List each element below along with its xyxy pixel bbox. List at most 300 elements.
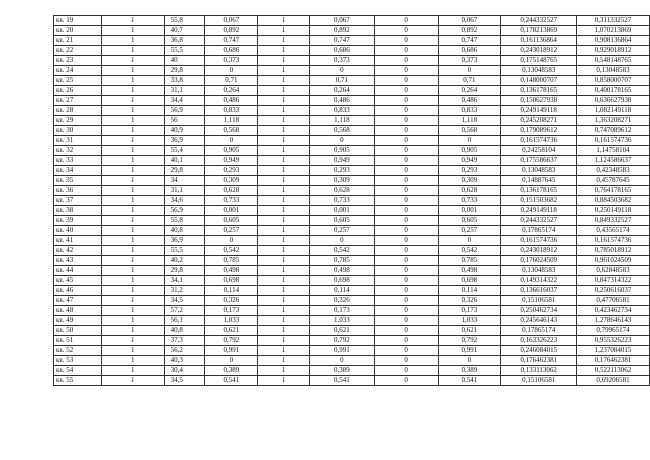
value-cell-2: 0,833 bbox=[310, 106, 375, 116]
coefficient-cell: 0,178213869 bbox=[501, 26, 577, 36]
count-cell: 1 bbox=[101, 326, 164, 336]
total-cell: 1,14758104 bbox=[577, 146, 650, 156]
apartment-cell: кв. 45 bbox=[54, 276, 102, 286]
value-cell-2: 0,257 bbox=[310, 226, 375, 236]
area-cell: 40,7 bbox=[164, 26, 205, 36]
apartment-cell: кв. 29 bbox=[54, 116, 102, 126]
count-cell: 1 bbox=[101, 156, 164, 166]
value-cell-2: 0 bbox=[310, 356, 375, 366]
zero-cell: 0 bbox=[374, 286, 438, 296]
table-row bbox=[54, 136, 650, 146]
zero-cell: 0 bbox=[374, 326, 438, 336]
table-row bbox=[54, 56, 650, 66]
count-cell: 1 bbox=[101, 176, 164, 186]
area-cell: 40,2 bbox=[164, 256, 205, 266]
coefficient-cell: 0,13048583 bbox=[501, 66, 577, 76]
count-cell: 1 bbox=[101, 66, 164, 76]
value-cell: 0,293 bbox=[205, 166, 258, 176]
table-row bbox=[54, 176, 650, 186]
count-cell-2: 1 bbox=[258, 106, 310, 116]
value-cell-2: 1,033 bbox=[310, 316, 375, 326]
value-cell-2: 0 bbox=[310, 236, 375, 246]
count-cell-2: 1 bbox=[258, 116, 310, 126]
apartment-cell: кв. 40 bbox=[54, 226, 102, 236]
coefficient-cell: 0,243018912 bbox=[501, 46, 577, 56]
value-cell-2: 0,628 bbox=[310, 186, 375, 196]
table-row bbox=[54, 256, 650, 266]
zero-cell: 0 bbox=[374, 46, 438, 56]
table-row bbox=[54, 296, 650, 306]
area-cell: 31,2 bbox=[164, 286, 205, 296]
area-cell: 56,1 bbox=[164, 316, 205, 326]
area-cell: 56 bbox=[164, 116, 205, 126]
zero-cell: 0 bbox=[374, 106, 438, 116]
count-cell-2: 1 bbox=[258, 366, 310, 376]
count-cell-2: 1 bbox=[258, 316, 310, 326]
value-cell: 0,389 bbox=[205, 366, 258, 376]
count-cell: 1 bbox=[101, 86, 164, 96]
value-cell-3: 0,067 bbox=[438, 16, 501, 26]
value-cell-3: 0,293 bbox=[438, 166, 501, 176]
area-cell: 56,2 bbox=[164, 346, 205, 356]
count-cell-2: 1 bbox=[258, 216, 310, 226]
count-cell: 1 bbox=[101, 126, 164, 136]
value-cell-3: 0,568 bbox=[438, 126, 501, 136]
value-cell-3: 0,541 bbox=[438, 376, 501, 386]
zero-cell: 0 bbox=[374, 246, 438, 256]
value-cell-2: 0,373 bbox=[310, 56, 375, 66]
value-cell-2: 0,309 bbox=[310, 176, 375, 186]
apartment-cell: кв. 41 bbox=[54, 236, 102, 246]
coefficient-cell: 0,249149118 bbox=[501, 106, 577, 116]
total-cell: 0,176462381 bbox=[577, 356, 650, 366]
zero-cell: 0 bbox=[374, 356, 438, 366]
area-cell: 55,8 bbox=[164, 16, 205, 26]
coefficient-cell: 0,13048583 bbox=[501, 166, 577, 176]
count-cell-2: 1 bbox=[258, 76, 310, 86]
total-cell: 0,13048583 bbox=[577, 66, 650, 76]
count-cell-2: 1 bbox=[258, 296, 310, 306]
apartment-cell: кв. 23 bbox=[54, 56, 102, 66]
area-cell: 36,9 bbox=[164, 236, 205, 246]
table-row bbox=[54, 346, 650, 356]
total-cell: 0,250149118 bbox=[577, 206, 650, 216]
coefficient-cell: 0,161574736 bbox=[501, 136, 577, 146]
value-cell-3: 0,628 bbox=[438, 186, 501, 196]
count-cell: 1 bbox=[101, 286, 164, 296]
total-cell: 0,400178165 bbox=[577, 86, 650, 96]
count-cell-2: 1 bbox=[258, 236, 310, 246]
count-cell: 1 bbox=[101, 256, 164, 266]
table-row bbox=[54, 216, 650, 226]
value-cell-2: 0 bbox=[310, 66, 375, 76]
zero-cell: 0 bbox=[374, 176, 438, 186]
zero-cell: 0 bbox=[374, 166, 438, 176]
count-cell: 1 bbox=[101, 236, 164, 246]
zero-cell: 0 bbox=[374, 306, 438, 316]
table-row bbox=[54, 376, 650, 386]
total-cell: 1,278646143 bbox=[577, 316, 650, 326]
coefficient-cell: 0,176024509 bbox=[501, 256, 577, 266]
value-cell-3: 0,733 bbox=[438, 196, 501, 206]
value-cell: 0,257 bbox=[205, 226, 258, 236]
value-cell: 0,326 bbox=[205, 296, 258, 306]
value-cell: 0,309 bbox=[205, 176, 258, 186]
table-row bbox=[54, 46, 650, 56]
apartment-cell: кв. 20 bbox=[54, 26, 102, 36]
total-cell: 0,955326223 bbox=[577, 336, 650, 346]
value-cell-2: 0,686 bbox=[310, 46, 375, 56]
zero-cell: 0 bbox=[374, 116, 438, 126]
apartment-cell: кв. 53 bbox=[54, 356, 102, 366]
zero-cell: 0 bbox=[374, 146, 438, 156]
count-cell: 1 bbox=[101, 166, 164, 176]
value-cell-2: 0,173 bbox=[310, 306, 375, 316]
table-row bbox=[54, 166, 650, 176]
value-cell-2: 0,949 bbox=[310, 156, 375, 166]
apartment-cell: кв. 44 bbox=[54, 266, 102, 276]
count-cell: 1 bbox=[101, 56, 164, 66]
value-cell: 0,905 bbox=[205, 146, 258, 156]
apartment-cell: кв. 49 bbox=[54, 316, 102, 326]
area-cell: 55,5 bbox=[164, 46, 205, 56]
zero-cell: 0 bbox=[374, 266, 438, 276]
area-cell: 34,5 bbox=[164, 296, 205, 306]
apartment-cell: кв. 37 bbox=[54, 196, 102, 206]
total-cell: 0,847314322 bbox=[577, 276, 650, 286]
value-cell-2: 0,747 bbox=[310, 36, 375, 46]
value-cell-3: 0,949 bbox=[438, 156, 501, 166]
value-cell-2: 0,792 bbox=[310, 336, 375, 346]
value-cell-3: 0,785 bbox=[438, 256, 501, 266]
total-cell: 0,961024509 bbox=[577, 256, 650, 266]
table-row bbox=[54, 306, 650, 316]
value-cell-3: 0,686 bbox=[438, 46, 501, 56]
zero-cell: 0 bbox=[374, 196, 438, 206]
coefficient-cell: 0,15106581 bbox=[501, 296, 577, 306]
area-cell: 29,8 bbox=[164, 66, 205, 76]
value-cell-3: 0,698 bbox=[438, 276, 501, 286]
table-row bbox=[54, 326, 650, 336]
total-cell: 0,161574736 bbox=[577, 136, 650, 146]
coefficient-cell: 0,15106581 bbox=[501, 376, 577, 386]
value-cell-3: 0,114 bbox=[438, 286, 501, 296]
total-cell: 1,070213869 bbox=[577, 26, 650, 36]
count-cell-2: 1 bbox=[258, 336, 310, 346]
area-cell: 30,4 bbox=[164, 366, 205, 376]
area-cell: 29,8 bbox=[164, 166, 205, 176]
area-cell: 34,1 bbox=[164, 276, 205, 286]
count-cell: 1 bbox=[101, 306, 164, 316]
count-cell-2: 1 bbox=[258, 266, 310, 276]
count-cell-2: 1 bbox=[258, 86, 310, 96]
zero-cell: 0 bbox=[374, 36, 438, 46]
area-cell: 33,8 bbox=[164, 76, 205, 86]
value-cell: 0 bbox=[205, 356, 258, 366]
total-cell: 0,79965174 bbox=[577, 326, 650, 336]
value-cell-3: 0,792 bbox=[438, 336, 501, 346]
value-cell-3: 0,892 bbox=[438, 26, 501, 36]
count-cell-2: 1 bbox=[258, 306, 310, 316]
count-cell: 1 bbox=[101, 316, 164, 326]
value-cell-3: 0,326 bbox=[438, 296, 501, 306]
table-row bbox=[54, 246, 650, 256]
table-row bbox=[54, 356, 650, 366]
coefficient-cell: 0,24258104 bbox=[501, 146, 577, 156]
count-cell: 1 bbox=[101, 336, 164, 346]
area-cell: 55,5 bbox=[164, 246, 205, 256]
value-cell-3: 1,118 bbox=[438, 116, 501, 126]
coefficient-cell: 0,245208271 bbox=[501, 116, 577, 126]
count-cell: 1 bbox=[101, 16, 164, 26]
zero-cell: 0 bbox=[374, 366, 438, 376]
coefficient-cell: 0,14887645 bbox=[501, 176, 577, 186]
table-row bbox=[54, 116, 650, 126]
area-cell: 36,8 bbox=[164, 36, 205, 46]
apartment-cell: кв. 36 bbox=[54, 186, 102, 196]
apartment-cell: кв. 46 bbox=[54, 286, 102, 296]
value-cell: 0,605 bbox=[205, 216, 258, 226]
table-body bbox=[54, 16, 650, 386]
table-row bbox=[54, 226, 650, 236]
count-cell: 1 bbox=[101, 276, 164, 286]
value-cell: 0,264 bbox=[205, 86, 258, 96]
coefficient-cell: 0,150627938 bbox=[501, 96, 577, 106]
value-cell-2: 0,326 bbox=[310, 296, 375, 306]
count-cell-2: 1 bbox=[258, 66, 310, 76]
area-cell: 29,8 bbox=[164, 266, 205, 276]
count-cell: 1 bbox=[101, 346, 164, 356]
area-cell: 57,2 bbox=[164, 306, 205, 316]
count-cell-2: 1 bbox=[258, 56, 310, 66]
total-cell: 0,43565174 bbox=[577, 226, 650, 236]
count-cell-2: 1 bbox=[258, 226, 310, 236]
total-cell: 0,423462734 bbox=[577, 306, 650, 316]
zero-cell: 0 bbox=[374, 86, 438, 96]
area-cell: 40,8 bbox=[164, 226, 205, 236]
value-cell: 0,785 bbox=[205, 256, 258, 266]
coefficient-cell: 0,244332527 bbox=[501, 16, 577, 26]
count-cell: 1 bbox=[101, 106, 164, 116]
coefficient-cell: 0,179089612 bbox=[501, 126, 577, 136]
total-cell: 0,250616037 bbox=[577, 286, 650, 296]
total-cell: 0,62848583 bbox=[577, 266, 650, 276]
apartment-cell: кв. 47 bbox=[54, 296, 102, 306]
table-row bbox=[54, 206, 650, 216]
total-cell: 1,237084015 bbox=[577, 346, 650, 356]
value-cell-3: 0,486 bbox=[438, 96, 501, 106]
count-cell-2: 1 bbox=[258, 326, 310, 336]
count-cell-2: 1 bbox=[258, 146, 310, 156]
total-cell: 0,42348583 bbox=[577, 166, 650, 176]
table-row bbox=[54, 156, 650, 166]
table-row bbox=[54, 36, 650, 46]
apartment-cell: кв. 32 bbox=[54, 146, 102, 156]
value-cell-2: 1,118 bbox=[310, 116, 375, 126]
value-cell-2: 0,542 bbox=[310, 246, 375, 256]
count-cell-2: 1 bbox=[258, 16, 310, 26]
apartment-cell: кв. 39 bbox=[54, 216, 102, 226]
area-cell: 40,9 bbox=[164, 126, 205, 136]
count-cell-2: 1 bbox=[258, 166, 310, 176]
area-cell: 34,6 bbox=[164, 196, 205, 206]
coefficient-cell: 0,17865174 bbox=[501, 226, 577, 236]
count-cell: 1 bbox=[101, 146, 164, 156]
value-cell-3: 0,747 bbox=[438, 36, 501, 46]
coefficient-cell: 0,133113062 bbox=[501, 366, 577, 376]
count-cell-2: 1 bbox=[258, 376, 310, 386]
value-cell-2: 0,001 bbox=[310, 206, 375, 216]
value-cell-2: 0,389 bbox=[310, 366, 375, 376]
apartment-cell: кв. 48 bbox=[54, 306, 102, 316]
coefficient-cell: 0,163326223 bbox=[501, 336, 577, 346]
total-cell: 0,849332527 bbox=[577, 216, 650, 226]
apartment-cell: кв. 21 bbox=[54, 36, 102, 46]
count-cell: 1 bbox=[101, 36, 164, 46]
value-cell-2: 0,785 bbox=[310, 256, 375, 266]
zero-cell: 0 bbox=[374, 256, 438, 266]
total-cell: 0,45787645 bbox=[577, 176, 650, 186]
value-cell: 0,173 bbox=[205, 306, 258, 316]
count-cell-2: 1 bbox=[258, 286, 310, 296]
total-cell: 0,522113062 bbox=[577, 366, 650, 376]
apartment-cell: кв. 55 bbox=[54, 376, 102, 386]
count-cell: 1 bbox=[101, 26, 164, 36]
area-cell: 55,8 bbox=[164, 216, 205, 226]
value-cell-2: 0,293 bbox=[310, 166, 375, 176]
area-cell: 31,1 bbox=[164, 86, 205, 96]
value-cell: 0,542 bbox=[205, 246, 258, 256]
area-cell: 36,9 bbox=[164, 136, 205, 146]
zero-cell: 0 bbox=[374, 66, 438, 76]
value-cell-2: 0,621 bbox=[310, 326, 375, 336]
coefficient-cell: 0,244332527 bbox=[501, 216, 577, 226]
coefficient-cell: 0,149314322 bbox=[501, 276, 577, 286]
count-cell-2: 1 bbox=[258, 276, 310, 286]
apartment-cell: кв. 30 bbox=[54, 126, 102, 136]
total-cell: 0,311332527 bbox=[577, 16, 650, 26]
value-cell: 0,892 bbox=[205, 26, 258, 36]
coefficient-cell: 0,161574736 bbox=[501, 236, 577, 246]
value-cell: 0,486 bbox=[205, 96, 258, 106]
apartment-cell: кв. 50 bbox=[54, 326, 102, 336]
coefficient-cell: 0,250462734 bbox=[501, 306, 577, 316]
table-row bbox=[54, 276, 650, 286]
table-row bbox=[54, 336, 650, 346]
area-cell: 40,1 bbox=[164, 156, 205, 166]
value-cell: 0,541 bbox=[205, 376, 258, 386]
value-cell: 0,686 bbox=[205, 46, 258, 56]
table-row bbox=[54, 126, 650, 136]
apartment-cell: кв. 38 bbox=[54, 206, 102, 216]
apartment-data-table bbox=[53, 15, 650, 386]
coefficient-cell: 0,249149118 bbox=[501, 206, 577, 216]
coefficient-cell: 0,246084015 bbox=[501, 346, 577, 356]
value-cell-3: 0,542 bbox=[438, 246, 501, 256]
count-cell-2: 1 bbox=[258, 176, 310, 186]
value-cell-2: 0,71 bbox=[310, 76, 375, 86]
area-cell: 34,5 bbox=[164, 376, 205, 386]
coefficient-cell: 0,176462381 bbox=[501, 356, 577, 366]
area-cell: 40,8 bbox=[164, 326, 205, 336]
count-cell-2: 1 bbox=[258, 356, 310, 366]
count-cell-2: 1 bbox=[258, 96, 310, 106]
value-cell-3: 0,309 bbox=[438, 176, 501, 186]
value-cell-3: 0 bbox=[438, 236, 501, 246]
value-cell-2: 0,264 bbox=[310, 86, 375, 96]
total-cell: 0,785018912 bbox=[577, 246, 650, 256]
zero-cell: 0 bbox=[374, 26, 438, 36]
table-row bbox=[54, 86, 650, 96]
value-cell: 0,498 bbox=[205, 266, 258, 276]
coefficient-cell: 0,148000707 bbox=[501, 76, 577, 86]
area-cell: 34 bbox=[164, 176, 205, 186]
count-cell: 1 bbox=[101, 46, 164, 56]
apartment-cell: кв. 22 bbox=[54, 46, 102, 56]
value-cell: 0,114 bbox=[205, 286, 258, 296]
value-cell-3: 1,033 bbox=[438, 316, 501, 326]
count-cell-2: 1 bbox=[258, 26, 310, 36]
value-cell: 0,71 bbox=[205, 76, 258, 86]
value-cell: 0,568 bbox=[205, 126, 258, 136]
count-cell-2: 1 bbox=[258, 206, 310, 216]
count-cell: 1 bbox=[101, 116, 164, 126]
total-cell: 1,363208271 bbox=[577, 116, 650, 126]
table-row bbox=[54, 66, 650, 76]
zero-cell: 0 bbox=[374, 136, 438, 146]
value-cell-3: 0,001 bbox=[438, 206, 501, 216]
value-cell: 1,118 bbox=[205, 116, 258, 126]
value-cell: 0 bbox=[205, 236, 258, 246]
value-cell: 1,033 bbox=[205, 316, 258, 326]
table-row bbox=[54, 286, 650, 296]
coefficient-cell: 0,243018912 bbox=[501, 246, 577, 256]
area-cell: 56,9 bbox=[164, 106, 205, 116]
apartment-cell: кв. 43 bbox=[54, 256, 102, 266]
value-cell: 0,628 bbox=[205, 186, 258, 196]
count-cell-2: 1 bbox=[258, 196, 310, 206]
table-row bbox=[54, 316, 650, 326]
count-cell-2: 1 bbox=[258, 136, 310, 146]
value-cell-3: 0,173 bbox=[438, 306, 501, 316]
count-cell-2: 1 bbox=[258, 346, 310, 356]
value-cell-2: 0,733 bbox=[310, 196, 375, 206]
total-cell: 0,908136864 bbox=[577, 36, 650, 46]
table-row bbox=[54, 16, 650, 26]
table-row bbox=[54, 146, 650, 156]
total-cell: 0,764178165 bbox=[577, 186, 650, 196]
value-cell: 0,001 bbox=[205, 206, 258, 216]
value-cell: 0,949 bbox=[205, 156, 258, 166]
value-cell-3: 0,905 bbox=[438, 146, 501, 156]
value-cell-3: 0 bbox=[438, 356, 501, 366]
area-cell: 40,3 bbox=[164, 356, 205, 366]
apartment-cell: кв. 26 bbox=[54, 86, 102, 96]
coefficient-cell: 0,151503682 bbox=[501, 196, 577, 206]
value-cell: 0,792 bbox=[205, 336, 258, 346]
value-cell-2: 0,905 bbox=[310, 146, 375, 156]
value-cell-3: 0,605 bbox=[438, 216, 501, 226]
value-cell: 0 bbox=[205, 136, 258, 146]
coefficient-cell: 0,175148765 bbox=[501, 56, 577, 66]
count-cell: 1 bbox=[101, 186, 164, 196]
zero-cell: 0 bbox=[374, 376, 438, 386]
table-row bbox=[54, 26, 650, 36]
total-cell: 0,47706581 bbox=[577, 296, 650, 306]
total-cell: 0,884503682 bbox=[577, 196, 650, 206]
value-cell-2: 0,892 bbox=[310, 26, 375, 36]
total-cell: 0,747089612 bbox=[577, 126, 650, 136]
